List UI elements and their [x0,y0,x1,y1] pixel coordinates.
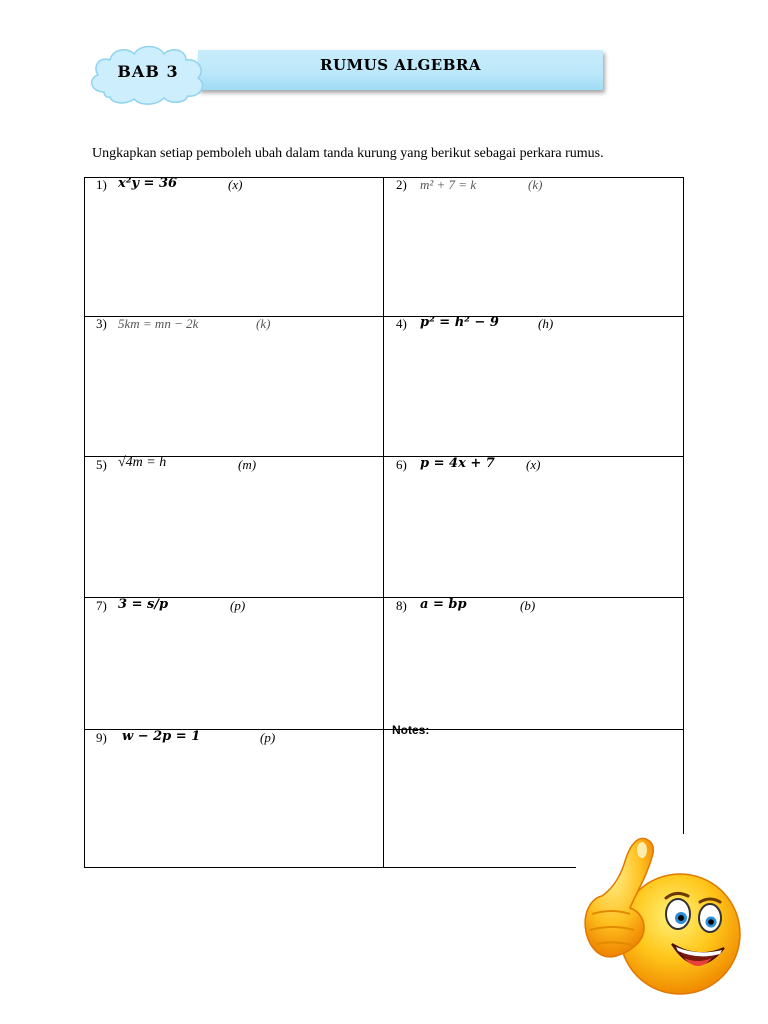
question-number: 1) [96,177,107,192]
question-expression: p = 4x + 7 [420,456,495,471]
question-variable: (x) [526,457,541,472]
question-variable: (b) [520,598,536,613]
question-variable: (x) [228,177,243,192]
question-number: 8) [396,598,407,613]
question-number: 6) [396,457,407,472]
question-expression: √4m = h [118,455,167,470]
question-expression: x²y = 36 [118,176,178,191]
question-number: 2) [396,177,407,192]
question-variable: (p) [230,598,246,613]
question-number: 3) [96,316,107,331]
notes-label: Notes: [392,723,430,737]
question-expression: w − 2p = 1 [122,729,201,744]
thumbs-up-smiley-icon [572,832,744,1000]
question-number: 5) [96,457,107,472]
question-number: 4) [396,316,407,331]
instruction-text: Ungkapkan setiap pemboleh ubah dalam tanda kurung yang berikut sebagai perkara rumus. [92,146,604,161]
question-number: 7) [96,598,107,613]
chapter-label: BAB 3 [117,62,179,81]
question-expression: m² + 7 = k [420,177,477,192]
worksheet-title: RUMUS ALGEBRA [320,56,481,74]
question-variable: (k) [256,316,271,331]
question-variable: (p) [260,730,276,745]
question-expression: a = bp [420,597,467,612]
question-expression: 3 = s/p [118,597,169,612]
question-expression: p² = h² − 9 [420,315,499,330]
question-variable: (h) [538,316,554,331]
question-number: 9) [96,730,107,745]
question-variable: (k) [528,177,543,192]
question-variable: (m) [238,457,257,472]
question-expression: 5km = mn − 2k [118,316,199,331]
